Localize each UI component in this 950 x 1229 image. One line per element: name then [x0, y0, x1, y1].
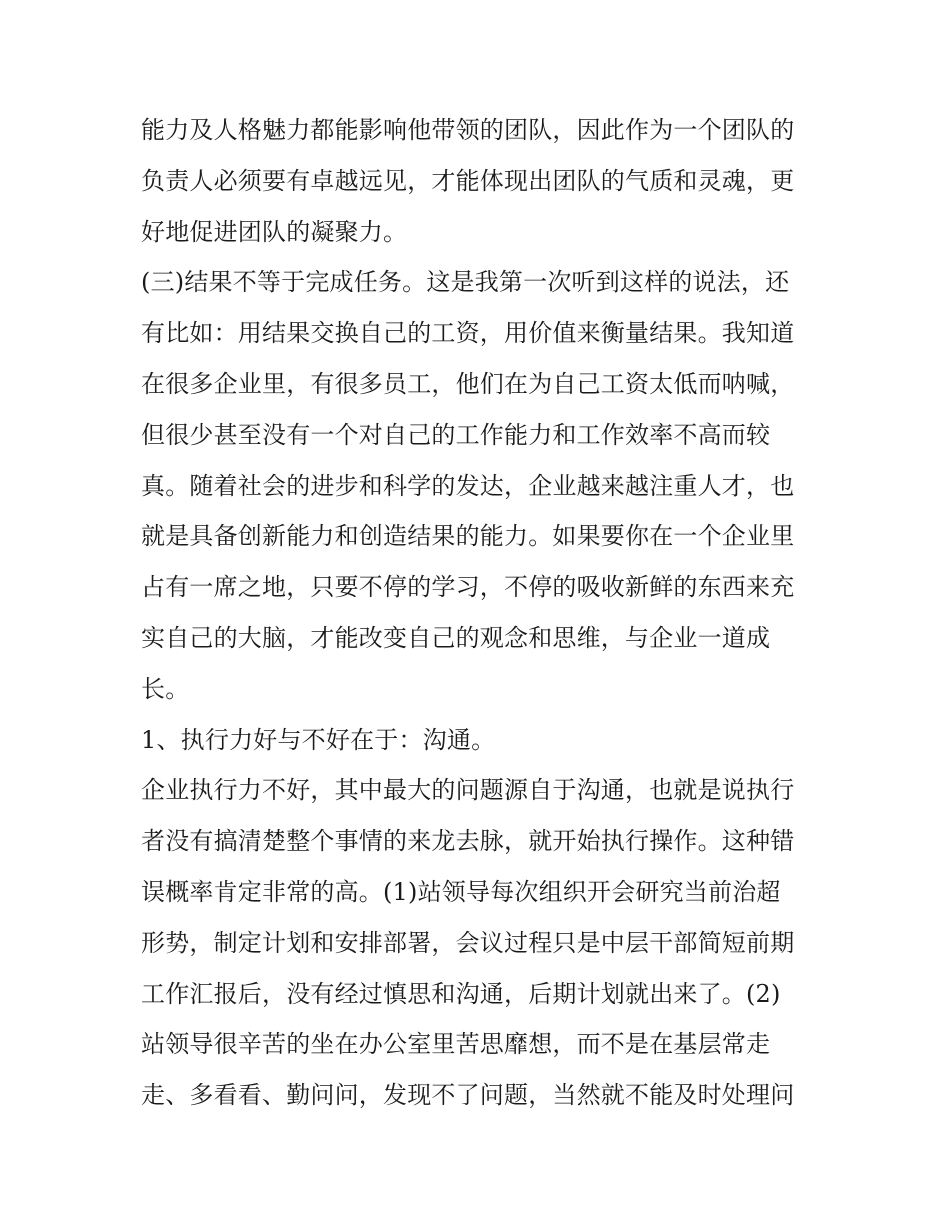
- text-line: 占有一席之地，只要不停的学习，不停的吸收新鲜的东西来充: [141, 573, 795, 602]
- text-line: 实自己的大脑，才能改变自己的观念和思维，与企业一道成: [141, 623, 771, 652]
- text-line: 工作汇报后，没有经过慎思和沟通，后期计划就出来了。(2): [141, 979, 781, 1008]
- text-line: 企业执行力不好，其中最大的问题源自于沟通，也就是说执行: [141, 776, 795, 805]
- text-line: 负责人必须要有卓越远见，才能体现出团队的气质和灵魂，更: [141, 166, 795, 195]
- text-line: 就是具备创新能力和创造结果的能力。如果要你在一个企业里: [141, 522, 795, 551]
- text-line: 但很少甚至没有一个对自己的工作能力和工作效率不高而较: [141, 420, 771, 449]
- text-line: 真。随着社会的进步和科学的发达，企业越来越注重人才，也: [141, 471, 795, 500]
- text-line: 有比如：用结果交换自己的工资，用价值来衡量结果。我知道: [141, 319, 795, 348]
- document-body: [141, 105, 821, 1121]
- text-line: 能力及人格魅力都能影响他带领的团队，因此作为一个团队的: [141, 116, 795, 144]
- text-line: (三)结果不等于完成任务。这是我第一次听到这样的说法，还: [141, 268, 790, 297]
- text-line: 误概率肯定非常的高。(1)站领导每次组织开会研究当前治超: [141, 877, 781, 906]
- text-line: 走、多看看、勤问问，发现不了问题，当然就不能及时处理问: [141, 1081, 795, 1110]
- text-line: 长。: [141, 674, 190, 703]
- text-line: 好地促进团队的凝聚力。: [141, 217, 408, 246]
- text-line: 者没有搞清楚整个事情的来龙去脉，就开始执行操作。这种错: [141, 827, 795, 856]
- text-line: 形势，制定计划和安排部署，会议过程只是中层干部简短前期: [141, 928, 795, 957]
- text-line: 站领导很辛苦的坐在办公室里苦思靡想，而不是在基层常走: [141, 1030, 771, 1059]
- section-heading: 1、执行力好与不好在于：沟通。: [141, 725, 496, 754]
- text-line: 在很多企业里，有很多员工，他们在为自己工资太低而呐喊，: [141, 369, 795, 398]
